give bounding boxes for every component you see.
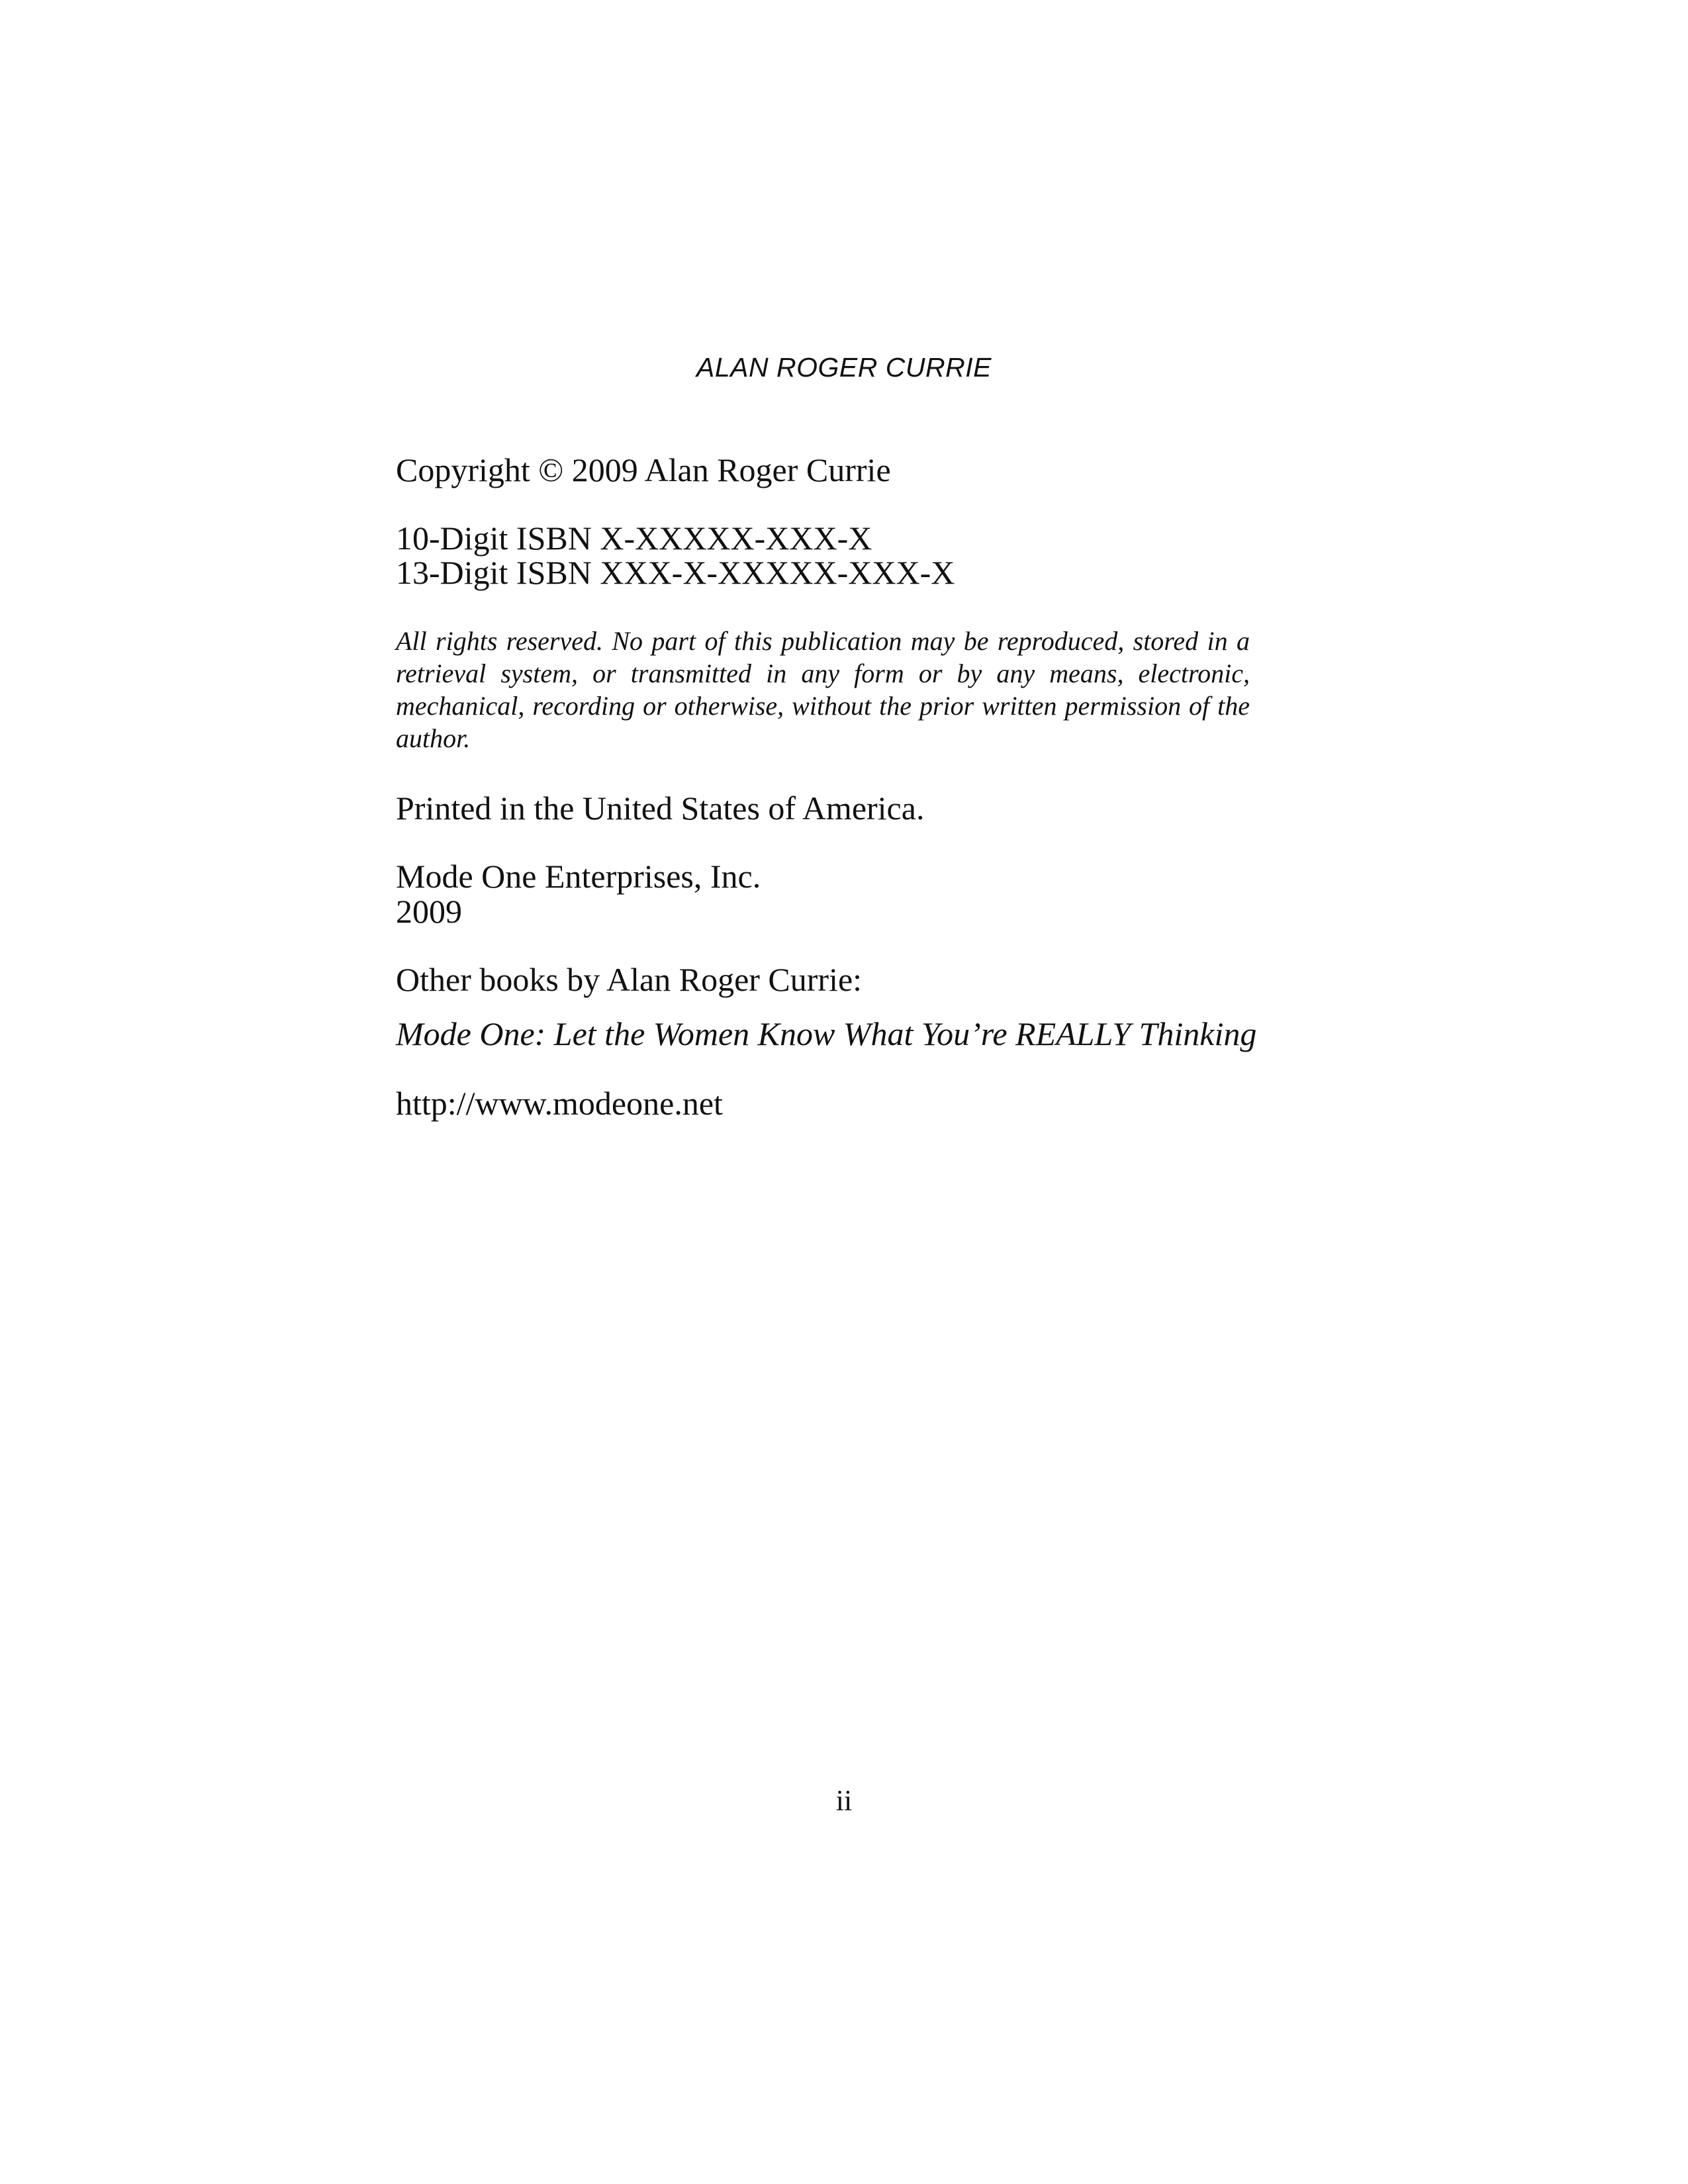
running-header: ALAN ROGER CURRIE bbox=[696, 352, 992, 383]
publisher-name: Mode One Enterprises, Inc. bbox=[396, 858, 761, 895]
printed-in: Printed in the United States of America. bbox=[396, 790, 925, 827]
website-link[interactable]: http://www.modeone.net bbox=[396, 1085, 723, 1122]
other-book-title: Mode One: Let the Women Know What You’re REALLY Thinking bbox=[396, 1015, 1257, 1052]
rights-notice: All rights reserved. No part of this publication may be reproduced, stored in a retrieval system, or transmitted in any form or by any means, electronic, mechanical, recording or otherwise, without the prior written permission of the author. bbox=[396, 626, 1250, 753]
isbn-13: 13-Digit ISBN XXX-X-XXXXX-XXX-X bbox=[396, 554, 955, 591]
isbn-10: 10-Digit ISBN X-XXXXX-XXX-X bbox=[396, 520, 872, 557]
other-books-heading: Other books by Alan Roger Currie: bbox=[396, 961, 863, 998]
publisher-year: 2009 bbox=[396, 893, 462, 930]
page-number: ii bbox=[835, 1784, 853, 1817]
copyright-line: Copyright © 2009 Alan Roger Currie bbox=[396, 451, 891, 488]
